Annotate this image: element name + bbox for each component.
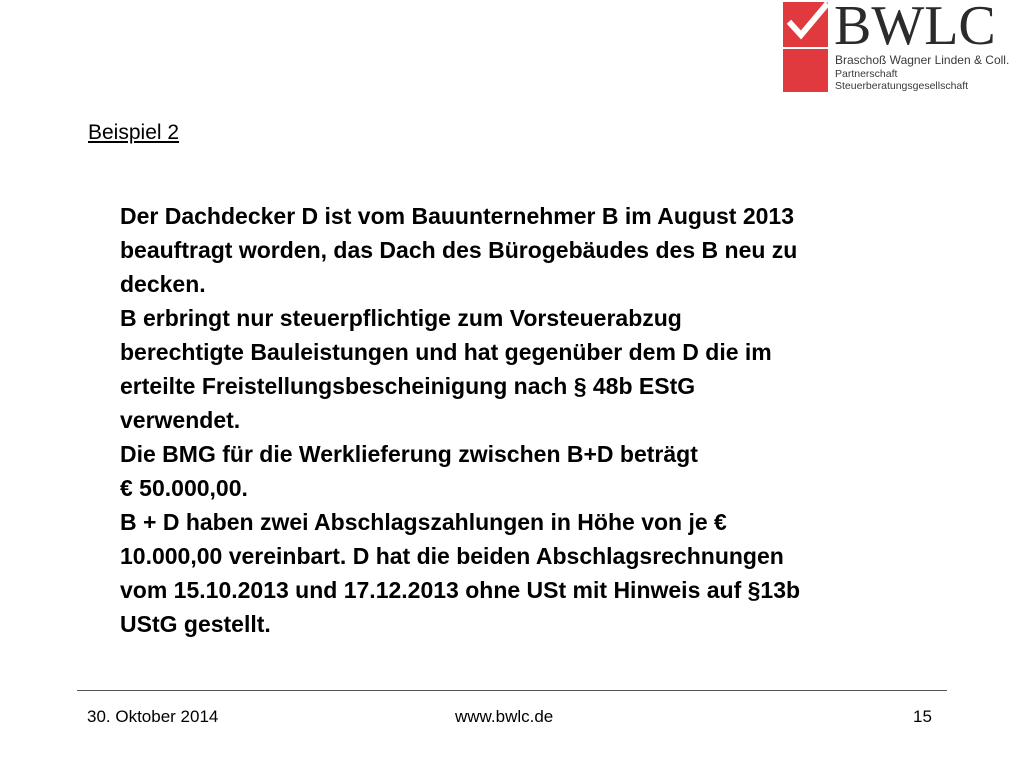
body-line: beauftragt worden, das Dach des Bürogebäudes des B neu zu bbox=[120, 237, 798, 263]
body-line: Die BMG für die Werklieferung zwischen B+D beträgt bbox=[120, 441, 698, 467]
logo-line-partnerschaft: Partnerschaft bbox=[835, 68, 898, 80]
logo-checkmark-icon bbox=[783, 2, 828, 92]
body-line: € 50.000,00. bbox=[120, 475, 248, 501]
body-line: vom 15.10.2013 und 17.12.2013 ohne USt mit Hinweis auf §13b bbox=[120, 577, 801, 603]
footer-url: www.bwlc.de bbox=[455, 707, 554, 726]
footer-date: 30. Oktober 2014 bbox=[87, 707, 219, 726]
body-line: B + D haben zwei Abschlagszahlungen in Höhe von je € bbox=[120, 509, 727, 535]
body-line: erteilte Freistellungsbescheinigung nach § 48b EStG bbox=[120, 373, 696, 399]
company-logo bbox=[783, 2, 1023, 92]
body-line: 10.000,00 vereinbart. D hat die beiden Abschlagsrechnungen bbox=[120, 543, 784, 569]
body-line: Der Dachdecker D ist vom Bauunternehmer B im August 2013 bbox=[120, 203, 795, 229]
logo-wordmark: BWLC bbox=[834, 0, 996, 57]
slide-body bbox=[120, 199, 980, 641]
logo-firm-name: Braschoß Wagner Linden & Coll. bbox=[835, 53, 1010, 67]
body-line: decken. bbox=[120, 271, 206, 297]
body-line: B erbringt nur steuerpflichtige zum Vorsteuerabzug bbox=[120, 305, 682, 331]
body-line: berechtigte Bauleistungen und hat gegenüber dem D die im bbox=[120, 339, 772, 365]
footer-divider bbox=[77, 690, 947, 691]
body-line: verwendet. bbox=[120, 407, 241, 433]
footer-page-number: 15 bbox=[913, 707, 932, 726]
logo-line-steuerberatung: Steuerberatungsgesellschaft bbox=[835, 80, 969, 92]
body-line: UStG gestellt. bbox=[120, 611, 271, 637]
slide-heading: Beispiel 2 bbox=[88, 121, 180, 144]
